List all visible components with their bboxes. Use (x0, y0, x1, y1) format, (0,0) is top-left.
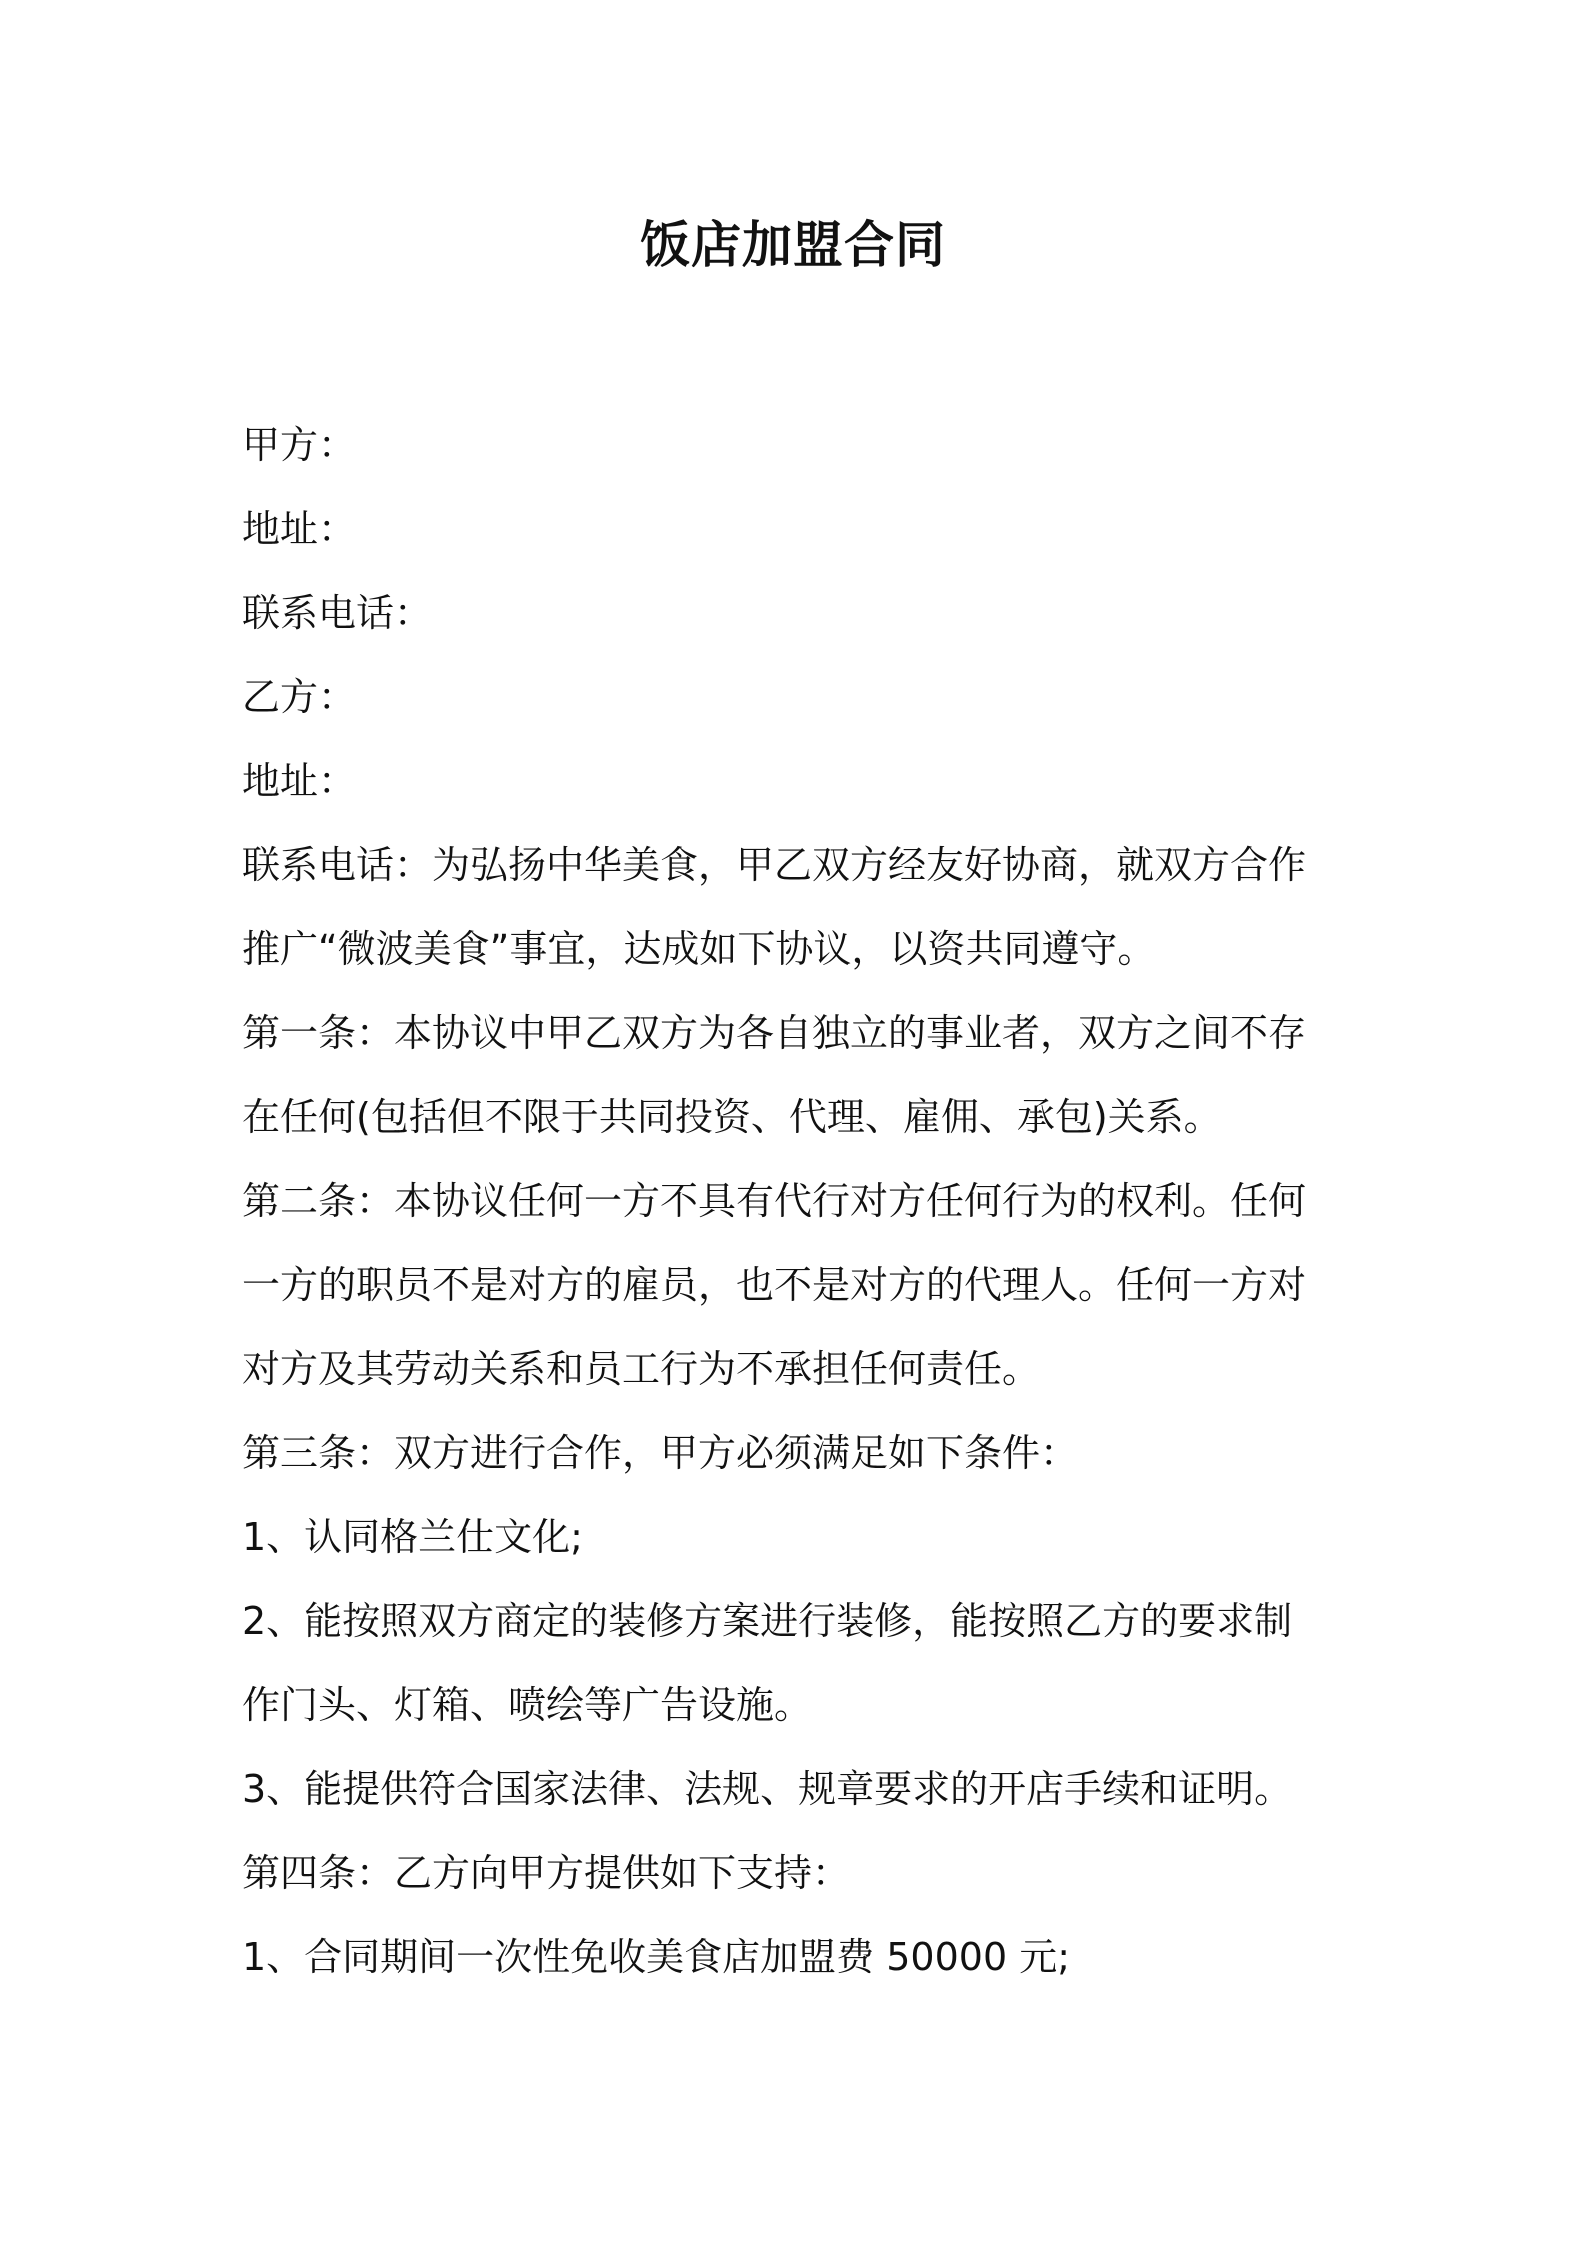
article-3-heading: 第三条：双方进行合作，甲方必须满足如下条件： (242, 1431, 1079, 1475)
article-3-item: 2、能按照双方商定的装修方案进行装修，能按照乙方的要求制 (242, 1599, 1293, 1643)
article-2-line: 第二条：本协议任何一方不具有代行对方任何行为的权利。任何 (242, 1179, 1307, 1223)
field-party-a-phone: 联系电话： (242, 591, 433, 635)
article-2-line: 一方的职员不是对方的雇员，也不是对方的代理人。任何一方对 (242, 1263, 1307, 1307)
paragraph-line: 联系电话：为弘扬中华美食，甲乙双方经友好协商，就双方合作 (242, 843, 1307, 887)
article-3-item: 3、能提供符合国家法律、法规、规章要求的开店手续和证明。 (242, 1767, 1293, 1811)
article-4-heading: 第四条：乙方向甲方提供如下支持： (242, 1851, 851, 1895)
field-party-a-address: 地址： (242, 507, 357, 551)
document-title: 饭店加盟合同 (640, 216, 946, 274)
article-2-line: 对方及其劳动关系和员工行为不承担任何责任。 (242, 1347, 1041, 1391)
field-party-a: 甲方： (242, 423, 357, 467)
article-1-line: 在任何(包括但不限于共同投资、代理、雇佣、承包)关系。 (242, 1095, 1222, 1139)
article-3-item: 1、认同格兰仕文化; (242, 1515, 583, 1559)
article-4-item: 1、合同期间一次性免收美食店加盟费 50000 元; (242, 1935, 1071, 1979)
article-3-item: 作门头、灯箱、喷绘等广告设施。 (242, 1683, 813, 1727)
field-party-b-address: 地址： (242, 759, 357, 803)
paragraph-line: 推广“微波美食”事宜，达成如下协议，以资共同遵守。 (242, 927, 1156, 971)
field-party-b: 乙方： (242, 675, 357, 719)
article-1-line: 第一条：本协议中甲乙双方为各自独立的事业者，双方之间不存 (242, 1011, 1307, 1055)
document-body (242, 403, 1362, 1999)
